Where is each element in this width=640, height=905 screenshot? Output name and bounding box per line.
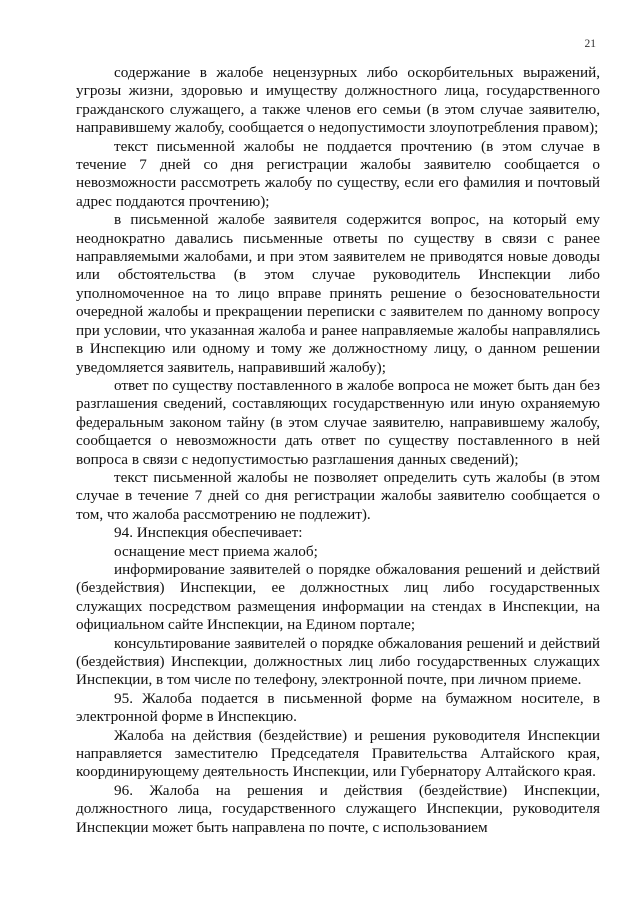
paragraph: содержание в жалобе нецензурных либо оскорбительных выражений, угрозы жизни, здоровью и имуществу должностного лица, государственного гражданского служащего, а также членов его семьи (в этом случае заявителю, направившему жалобу, сообщается о недопустимости злоупотребления правом); (76, 64, 600, 137)
paragraph: 95. Жалоба подается в письменной форме на бумажном носителе, в электронной форме в Инспекцию. (76, 689, 600, 726)
paragraph: консультирование заявителей о порядке обжалования решений и действий (бездействия) Инспекции, должностных лиц либо государственных служащих Инспекции, в том числе по телефону, электронной почте, при личном приеме. (76, 634, 600, 689)
paragraph: текст письменной жалобы не поддается прочтению (в этом случае в течение 7 дней со дня регистрации жалобы заявителю сообщается о невозможности рассмотреть жалобу по существу, если его фамилия и почтовый адрес поддаются прочтению); (76, 137, 600, 210)
paragraph: 96. Жалоба на решения и действия (бездействие) Инспекции, должностного лица, государственного служащего Инспекции, руководителя Инспекции может быть направлена по почте, с использованием (76, 781, 600, 836)
paragraph: ответ по существу поставленного в жалобе вопроса не может быть дан без разглашения сведений, составляющих государственную или иную охраняемую федеральным законом тайну (в этом случае заявителю, направившему жалобу, сообщается о невозможности дать ответ по существу поставленного в ней вопроса в связи с недопустимостью разглашения данных сведений); (76, 376, 600, 468)
document-body (76, 64, 600, 837)
paragraph: в письменной жалобе заявителя содержится вопрос, на который ему неоднократно давались письменные ответы по существу в связи с ранее направляемыми жалобами, и при этом заявителем не приводятся новые доводы или обстоятельства (в этом случае руководитель Инспекции либо уполномоченное на то лицо вправе принять решение о безосновательности очередной жалобы и прекращении переписки с заявителем по данному вопросу при условии, что указанная жалоба и ранее направляемые жалобы направлялись в Инспекцию или одному и тому же должностному лицу, о данном решении уведомляется заявитель, направивший жалобу); (76, 211, 600, 376)
page-number: 21 (584, 38, 596, 50)
paragraph: текст письменной жалобы не позволяет определить суть жалобы (в этом случае в течение 7 дней со дня регистрации жалобы заявителю сообщается о том, что жалоба рассмотрению не подлежит). (76, 468, 600, 523)
paragraph: информирование заявителей о порядке обжалования решений и действий (бездействия) Инспекции, ее должностных лиц либо государственных служащих посредством размещения информации на стендах в Инспекции, на официальном сайте Инспекции, на Едином портале; (76, 560, 600, 634)
paragraph: оснащение мест приема жалоб; (114, 542, 318, 560)
paragraph: Жалоба на действия (бездействие) и решения руководителя Инспекции направляется заместителю Председателя Правительства Алтайского края, координирующему деятельность Инспекции, или Губернатору Алтайского края. (76, 726, 600, 781)
paragraph: 94. Инспекция обеспечивает: (114, 524, 303, 542)
